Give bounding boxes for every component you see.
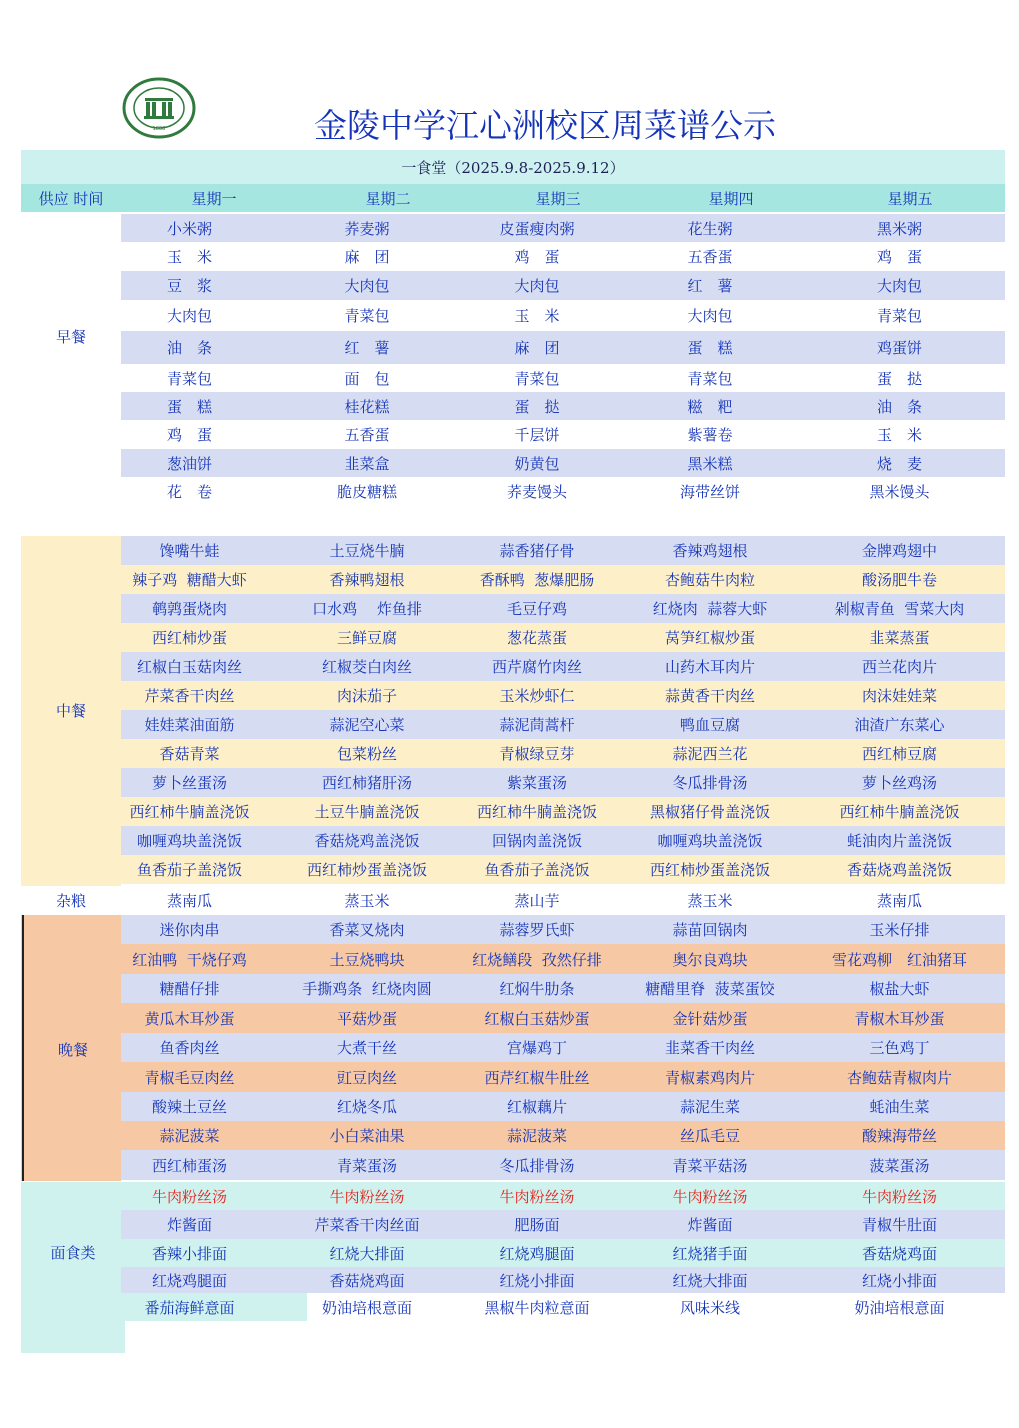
header-wednesday: 星期三 [535, 190, 581, 208]
dish-cell: 辣子鸡 糖醋大虾 [132, 571, 247, 589]
menu-row-lunch-1 [121, 536, 1005, 565]
dish-cell: 蒜黄香干肉丝 [664, 687, 755, 705]
dish-cell: 鸡 蛋 [876, 248, 922, 266]
dish-cell: 酸辣土豆丝 [151, 1098, 227, 1116]
dish-cell: 西红柿炒蛋盖浇饭 [649, 861, 770, 879]
menu-row-lunch-9 [121, 768, 1005, 797]
dish-cell: 红烧鸡腿面 [151, 1271, 227, 1290]
dish-cell: 紫薯卷 [687, 426, 733, 444]
header-supply-time: 供应 时间 [38, 190, 104, 208]
dish-cell: 五香蛋 [344, 426, 390, 444]
dish-cell: 蚝油肉片盖浇饭 [846, 832, 952, 850]
dish-cell: 剁椒青鱼 雪菜大肉 [834, 600, 965, 618]
dish-cell: 青菜包 [344, 307, 390, 325]
dish-cell: 山药木耳肉片 [664, 658, 755, 676]
menu-row-lunch-6 [121, 681, 1005, 710]
dish-cell: 蒜泥菠菜 [159, 1127, 220, 1145]
dish-cell: 蛋 糕 [687, 339, 733, 357]
dish-cell: 西红柿炒蛋盖浇饭 [306, 861, 427, 879]
dish-cell: 香菇烧鸡面 [329, 1271, 405, 1290]
dish-cell: 宫爆鸡丁 [506, 1039, 567, 1057]
dish-cell: 丝瓜毛豆 [679, 1127, 740, 1145]
dish-cell: 雪花鸡柳 红油猪耳 [831, 950, 967, 969]
dish-cell: 蒸南瓜 [876, 892, 922, 910]
menu-row-breakfast-5 [121, 331, 1005, 364]
dish-cell: 小米粥 [166, 219, 212, 238]
dish-cell: 花 卷 [166, 482, 212, 501]
dish-cell: 红椒茭白肉丝 [321, 658, 412, 676]
dish-cell: 玉 米 [166, 248, 212, 266]
page-title: 金陵中学江心洲校区周菜谱公示 [314, 106, 776, 145]
dish-cell: 回锅肉盖浇饭 [491, 832, 582, 850]
dish-cell: 糖醋里脊 菠菜蛋饺 [645, 980, 775, 998]
dish-cell: 金牌鸡翅中 [861, 542, 937, 560]
dish-cell: 海带丝饼 [679, 482, 740, 501]
dish-cell: 青椒木耳炒蛋 [854, 1009, 945, 1028]
menu-row-dinner-8 [121, 1121, 1005, 1150]
dish-cell: 紫菜蛋汤 [506, 774, 567, 792]
section-label-breakfast: 早餐 [55, 328, 86, 346]
dish-cell: 西兰花肉片 [861, 658, 937, 676]
dish-cell: 荞麦粥 [344, 219, 390, 238]
dish-cell: 奶油培根意面 [854, 1298, 945, 1317]
dish-cell: 牛肉粉丝汤 [861, 1187, 937, 1206]
dish-cell: 小白菜油果 [329, 1127, 405, 1145]
dish-cell: 迷你肉串 [159, 921, 220, 939]
dish-cell: 奶黄包 [514, 454, 560, 473]
dish-cell: 香菇烧鸡面 [861, 1244, 937, 1263]
dish-cell: 大煮干丝 [336, 1039, 397, 1057]
dish-cell: 葱花蒸蛋 [506, 629, 567, 647]
dish-cell: 脆皮糖糕 [336, 482, 397, 501]
dish-cell: 黄瓜木耳炒蛋 [144, 1009, 235, 1028]
dish-cell: 千层饼 [514, 426, 560, 444]
menu-row-lunch-2 [121, 565, 1005, 594]
section-label-noodles: 面食类 [50, 1244, 96, 1262]
dish-cell: 西芹腐竹肉丝 [491, 658, 582, 676]
dish-cell: 牛肉粉丝汤 [672, 1187, 748, 1206]
dish-cell: 桂花糕 [344, 397, 390, 416]
dish-cell: 鱼香茄子盖浇饭 [484, 861, 590, 879]
dish-cell: 肉沫茄子 [336, 687, 397, 705]
dish-cell: 大肉包 [344, 277, 390, 295]
dish-cell: 红椒白玉菇肉丝 [136, 658, 242, 676]
dish-cell: 油渣广东菜心 [854, 716, 945, 734]
dish-cell: 红烧肉 蒜蓉大虾 [652, 600, 768, 618]
menu-row-breakfast-3 [121, 271, 1005, 300]
dish-cell: 西红柿牛腩盖浇饭 [839, 803, 960, 821]
dish-cell: 香菇烧鸡盖浇饭 [846, 861, 952, 879]
menu-row-breakfast-4 [121, 300, 1005, 331]
dish-cell: 鱼香茄子盖浇饭 [136, 861, 242, 879]
dish-cell: 平菇炒蛋 [336, 1009, 397, 1028]
dish-cell: 蒜香猪仔骨 [499, 542, 575, 560]
svg-text:1888: 1888 [152, 126, 166, 132]
dish-cell: 西红柿猪肝汤 [321, 774, 412, 792]
menu-row-dinner-5 [121, 1033, 1005, 1062]
dish-cell: 土豆烧牛腩 [329, 542, 405, 560]
menu-row-lunch-4 [121, 623, 1005, 652]
menu-row-dinner-6 [121, 1062, 1005, 1092]
dish-cell: 香辣鸭翅根 [329, 571, 405, 589]
dish-cell: 香辣小排面 [151, 1244, 227, 1263]
dish-cell: 葱油饼 [166, 454, 212, 473]
dish-cell: 土豆牛腩盖浇饭 [314, 803, 420, 821]
dish-cell: 麻 团 [514, 339, 560, 357]
dish-cell: 油 条 [166, 339, 212, 357]
dish-cell: 蚝油生菜 [869, 1098, 930, 1116]
dish-cell: 青菜包 [514, 369, 560, 388]
dish-cell: 青椒素鸡肉片 [664, 1068, 755, 1087]
header-monday: 星期一 [191, 190, 237, 208]
dish-cell: 奶油培根意面 [321, 1298, 412, 1317]
dish-cell: 大肉包 [166, 307, 212, 325]
dish-cell: 面 包 [344, 369, 390, 388]
dish-cell: 鸡 蛋 [514, 248, 560, 266]
header-tuesday: 星期二 [365, 190, 411, 208]
dish-cell: 奥尔良鸡块 [672, 950, 748, 969]
dish-cell: 口水鸡 炸鱼排 [312, 600, 422, 618]
dish-cell: 黑椒牛肉粒意面 [484, 1298, 590, 1317]
dish-cell: 蒜泥菠菜 [506, 1127, 567, 1145]
dish-cell: 红焖牛肋条 [499, 980, 575, 998]
dish-cell: 红椒藕片 [506, 1098, 567, 1116]
dish-cell: 韭菜蒸蛋 [869, 629, 930, 647]
menu-row-dinner-2 [121, 944, 1005, 974]
menu-row-dinner-4 [121, 1003, 1005, 1033]
dish-cell: 玉米仔排 [869, 921, 930, 939]
dish-cell: 青椒毛豆肉丝 [144, 1068, 235, 1087]
dish-cell: 香辣鸡翅根 [672, 542, 748, 560]
dish-cell: 糖醋仔排 [159, 980, 220, 998]
dish-cell: 大肉包 [687, 307, 733, 325]
menu-row-lunch-3 [121, 594, 1005, 623]
dish-cell: 韭菜盒 [344, 454, 390, 473]
dish-cell: 红 薯 [687, 277, 733, 295]
dish-cell: 黑椒猪仔骨盖浇饭 [649, 803, 770, 821]
dish-cell: 五香蛋 [687, 248, 733, 266]
menu-row-lunch-11 [121, 826, 1005, 855]
dinner-left-border [22, 915, 24, 1181]
dish-cell: 香菇青菜 [159, 745, 220, 763]
dish-cell: 酸辣海带丝 [861, 1127, 937, 1145]
header-friday: 星期五 [887, 190, 933, 208]
dish-cell: 三鲜豆腐 [336, 629, 397, 647]
dish-cell: 鸭血豆腐 [679, 716, 740, 734]
dish-cell: 红烧小排面 [499, 1271, 575, 1290]
dish-cell: 咖喱鸡块盖浇饭 [136, 832, 242, 850]
dish-cell: 蒸玉米 [687, 892, 733, 910]
dish-cell: 杏鲍菇牛肉粒 [664, 571, 755, 589]
dish-cell: 番茄海鲜意面 [144, 1298, 235, 1317]
menu-row-lunch-10 [121, 797, 1005, 826]
dish-cell: 西红柿豆腐 [861, 745, 937, 763]
dish-cell: 鸡 蛋 [166, 426, 212, 444]
dish-cell: 青椒牛肚面 [861, 1216, 937, 1234]
dish-cell: 蒸山芋 [514, 892, 560, 910]
dish-cell: 花生粥 [687, 219, 733, 238]
dish-cell: 鱼香肉丝 [159, 1039, 220, 1057]
dish-cell: 香酥鸭 葱爆肥肠 [479, 571, 595, 589]
dish-cell: 风味米线 [679, 1298, 740, 1317]
dish-cell: 蛋 挞 [514, 397, 560, 416]
dish-cell: 菠菜蛋汤 [869, 1156, 930, 1175]
menu-row-lunch-7 [121, 710, 1005, 739]
school-logo [121, 77, 199, 141]
dish-cell: 三色鸡丁 [869, 1039, 930, 1057]
dish-cell: 红烧鸡腿面 [499, 1244, 575, 1263]
menu-row-grains-1 [121, 886, 1005, 915]
menu-row-dinner-9 [121, 1150, 1005, 1180]
dish-cell: 红油鸭 干烧仔鸡 [132, 950, 247, 969]
dish-cell: 肉沫娃娃菜 [861, 687, 937, 705]
dish-cell: 韭菜香干肉丝 [664, 1039, 755, 1057]
dish-cell: 西芹红椒牛肚丝 [484, 1068, 590, 1087]
menu-row-noodles-3 [121, 1239, 1005, 1267]
menu-row-dinner-3 [121, 974, 1005, 1003]
menu-row-breakfast-9 [121, 449, 1005, 477]
dish-cell: 青菜平菇汤 [672, 1156, 748, 1175]
dish-cell: 蒸玉米 [344, 892, 390, 910]
dish-cell: 麻 团 [344, 248, 390, 266]
canteen-date-range: 一食堂（2025.9.8-2025.9.12） [21, 150, 1005, 184]
menu-row-dinner-1 [121, 915, 1005, 944]
dish-cell: 蛋 糕 [166, 397, 212, 416]
dish-cell: 酸汤肥牛卷 [861, 571, 937, 589]
dish-cell: 芹菜香干肉丝面 [314, 1216, 420, 1234]
dish-cell: 冬瓜排骨汤 [499, 1156, 575, 1175]
dish-cell: 肥肠面 [514, 1216, 560, 1234]
dish-cell: 大肉包 [876, 277, 922, 295]
menu-row-lunch-5 [121, 652, 1005, 681]
dish-cell: 香菇烧鸡盖浇饭 [314, 832, 420, 850]
section-label-lunch: 中餐 [55, 702, 86, 720]
dish-cell: 金针菇炒蛋 [672, 1009, 748, 1028]
dish-cell: 娃娃菜油面筋 [144, 716, 235, 734]
dish-cell: 手撕鸡条 红烧肉圆 [302, 980, 432, 998]
dish-cell: 皮蛋瘦肉粥 [499, 219, 575, 238]
dish-cell: 玉 米 [876, 426, 922, 444]
dish-cell: 蒸南瓜 [166, 892, 212, 910]
menu-row-lunch-8 [121, 739, 1005, 768]
dish-cell: 红烧大排面 [329, 1244, 405, 1263]
dish-cell: 西红柿炒蛋 [151, 629, 227, 647]
menu-row-noodles-2 [121, 1210, 1005, 1239]
dish-cell: 黑米糕 [687, 454, 733, 473]
dish-cell: 萝卜丝蛋汤 [151, 774, 227, 792]
dish-cell: 鹌鹑蛋烧肉 [151, 600, 227, 618]
dish-cell: 蒜泥茼蒿杆 [499, 716, 575, 734]
dish-cell: 土豆烧鸭块 [329, 950, 405, 969]
menu-row-noodles-5 [121, 1293, 1005, 1321]
dish-cell: 红烧猪手面 [672, 1244, 748, 1263]
dish-cell: 玉 米 [514, 307, 560, 325]
menu-row-breakfast-8 [121, 420, 1005, 449]
dish-cell: 牛肉粉丝汤 [151, 1187, 227, 1206]
dish-cell: 炸酱面 [687, 1216, 733, 1234]
dish-cell: 青菜包 [166, 369, 212, 388]
menu-row-breakfast-1 [121, 214, 1005, 242]
dish-cell: 牛肉粉丝汤 [499, 1187, 575, 1206]
dish-cell: 鸡蛋饼 [876, 339, 922, 357]
dish-cell: 馋嘴牛蛙 [159, 542, 220, 560]
dish-cell: 香菜叉烧肉 [329, 921, 405, 939]
dish-cell: 荞麦馒头 [506, 482, 567, 501]
dish-cell: 黑米馒头 [869, 482, 930, 501]
menu-row-noodles-1 [121, 1182, 1005, 1210]
dish-cell: 蒜蓉罗氏虾 [499, 921, 575, 939]
dish-cell: 红烧冬瓜 [336, 1098, 397, 1116]
dish-cell: 咖喱鸡块盖浇饭 [657, 832, 763, 850]
dish-cell: 青菜蛋汤 [336, 1156, 397, 1175]
menu-row-breakfast-7 [121, 392, 1005, 420]
menu-row-breakfast-10 [121, 477, 1005, 505]
dish-cell: 萝卜丝鸡汤 [861, 774, 937, 792]
dish-cell: 黑米粥 [876, 219, 922, 238]
dish-cell: 西红柿牛腩盖浇饭 [476, 803, 597, 821]
dish-cell: 炸酱面 [166, 1216, 212, 1234]
menu-row-lunch-12 [121, 855, 1005, 884]
dish-cell: 青椒绿豆芽 [499, 745, 575, 763]
dish-cell: 红烧小排面 [861, 1271, 937, 1290]
dish-cell: 玉米炒虾仁 [499, 687, 575, 705]
section-label-dinner: 晚餐 [57, 1041, 88, 1059]
dish-cell: 芹菜香干肉丝 [144, 687, 235, 705]
dish-cell: 蒜泥空心菜 [329, 716, 405, 734]
dish-cell: 冬瓜排骨汤 [672, 774, 748, 792]
dish-cell: 蒜苗回锅肉 [672, 921, 748, 939]
dish-cell: 红烧鳝段 孜然仔排 [472, 950, 602, 969]
dish-cell: 椒盐大虾 [869, 980, 930, 998]
dish-cell: 红 薯 [344, 339, 390, 357]
menu-row-breakfast-2 [121, 242, 1005, 271]
dish-cell: 糍 粑 [687, 397, 733, 416]
dish-cell: 油 条 [876, 397, 922, 416]
section-label-grains: 杂粮 [55, 892, 86, 910]
menu-row-noodles-4 [121, 1267, 1005, 1293]
dish-cell: 西红柿蛋汤 [151, 1156, 227, 1175]
dish-cell: 红椒白玉菇炒蛋 [484, 1009, 590, 1028]
dish-cell: 西红柿牛腩盖浇饭 [129, 803, 250, 821]
header-thursday: 星期四 [708, 190, 754, 208]
menu-row-dinner-7 [121, 1092, 1005, 1121]
dish-cell: 蒜泥西兰花 [672, 745, 748, 763]
dish-cell: 莴笋红椒炒蛋 [664, 629, 755, 647]
dish-cell: 豆 浆 [166, 277, 212, 295]
weekday-header [21, 184, 1005, 212]
dish-cell: 包菜粉丝 [336, 745, 397, 763]
dish-cell: 大肉包 [514, 277, 560, 295]
dish-cell: 烧 麦 [876, 454, 922, 473]
dish-cell: 毛豆仔鸡 [506, 600, 567, 618]
dish-cell: 青菜包 [876, 307, 922, 325]
dish-cell: 杏鲍菇青椒肉片 [846, 1068, 952, 1087]
dish-cell: 牛肉粉丝汤 [329, 1187, 405, 1206]
dish-cell: 红烧大排面 [672, 1271, 748, 1290]
dish-cell: 蒜泥生菜 [679, 1098, 740, 1116]
dish-cell: 豇豆肉丝 [336, 1068, 397, 1087]
dish-cell: 青菜包 [687, 369, 733, 388]
dish-cell: 蛋 挞 [876, 369, 922, 388]
menu-row-breakfast-6 [121, 364, 1005, 392]
